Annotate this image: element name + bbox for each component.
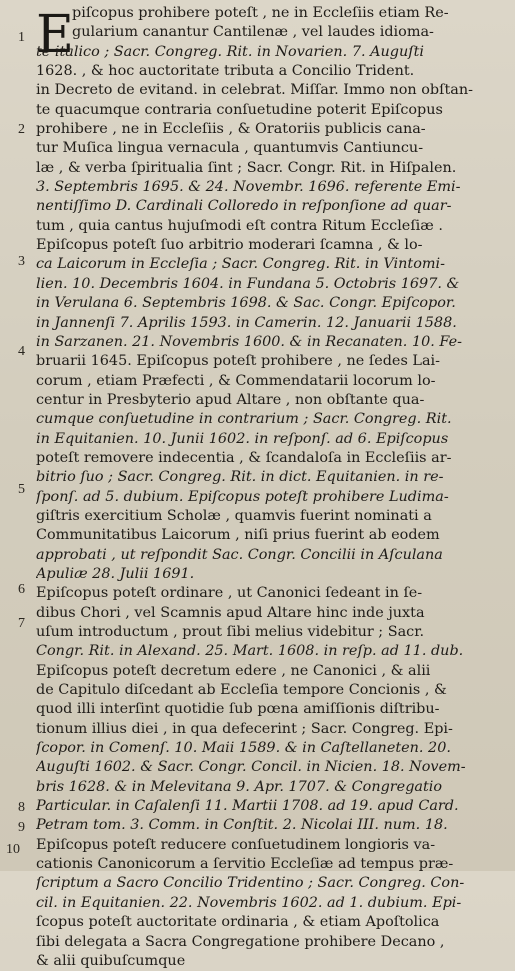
text-line: quod illi interſint quotidie ſub pœna amiſſionis diſtribu- (36, 701, 440, 718)
text-line: ſcopus poteſt auctoritate ordinaria , & etiam Apoſtolica (36, 914, 440, 931)
text-line: poteſt removere indecentia , & ſcandaloſa in Eccleſiis ar- (36, 449, 452, 466)
text-line: bitrio ſuo ; Sacr. Congreg. Rit. in dict. Equitanien. in re- (36, 469, 444, 486)
margin-number: 2 (18, 122, 25, 137)
text-line: giſtris exercitium Scholæ , quamvis fuerint nominati a (36, 507, 432, 524)
text-line: Communitatibus Laicorum , niſi prius fuerint ab eodem (36, 527, 440, 544)
text-line: bruarii 1645. Epiſcopus poteſt prohibere , ne ſedes Lai- (36, 353, 440, 370)
text-line: tum , quia cantus hujuſmodi eſt contra Ritum Eccleſiæ . (36, 217, 443, 234)
text-line: 1628. , & hoc auctoritate tributa a Concilio Trident. (36, 63, 415, 80)
margin-number: 4 (18, 344, 25, 359)
text-line: in Jannenſi 7. Aprilis 1593. in Camerin. 12. Januarii 1588. (36, 314, 457, 331)
text-line: Petram tom. 3. Comm. in Conſtit. 2. Nicolai III. num. 18. (36, 817, 448, 834)
margin-number: 1 (18, 30, 25, 45)
drop-cap: E (36, 5, 74, 65)
text-line: centur in Presbyterio apud Altare , non obſtante qua- (36, 391, 425, 408)
margin-numbers (0, 0, 36, 871)
text-line: piſcopus prohibere poteſt , ne in Eccleſiis etiam Re- (72, 5, 449, 21)
text-line: dibus Chori , vel Scamnis apud Altare hinc inde juxta (36, 604, 425, 621)
text-line: lien. 10. Decembris 1604. in Fundana 5. Octobris 1697. & (36, 275, 460, 292)
margin-number: 7 (18, 616, 25, 631)
margin-number: 5 (18, 482, 25, 497)
text-line: in Equitanien. 10. Junii 1602. in reſponſ. ad 6. Epiſcopus (36, 430, 449, 447)
text-line: bris 1628. & in Melevitana 9. Apr. 1707. & Congregatio (36, 778, 443, 795)
text-line: te italico ; Sacr. Congreg. Rit. in Novarien. 7. Auguſti (36, 43, 424, 60)
text-line: in Sarzanen. 21. Novembris 1600. & in Recanaten. 10. Fe- (36, 333, 462, 350)
text-line: cumque conſuetudine in contrarium ; Sacr. Congreg. Rit. (36, 411, 452, 428)
text-line: te quacumque contraria conſuetudine poterit Epiſcopus (36, 101, 443, 118)
text-line: ſibi delegata a Sacra Congregatione prohibere Decano , (36, 933, 445, 950)
text-line: nentiſſimo D. Cardinali Colloredo in reſponſione ad quar- (36, 198, 452, 215)
text-line: ſcriptum a Sacro Concilio Tridentino ; Sacr. Congreg. Con- (36, 875, 465, 892)
text-line: in Verulana 6. Septembris 1698. & Sac. Congr. Epiſcopor. (36, 295, 456, 312)
text-line: de Capitulo diſcedant ab Eccleſia tempore Concionis , & (36, 682, 447, 699)
text-line: Auguſti 1602. & Sacr. Congr. Concil. in Nicien. 18. Novem- (36, 759, 466, 776)
text-line: & alii quibuſcumque (36, 952, 186, 969)
text-line: tur Muſica lingua vernacula , quantumvis Cantiuncu- (36, 140, 424, 157)
text-line: Epiſcopus poteſt decretum edere , ne Canonici , & alii (36, 662, 431, 679)
text-line: ſcopor. in Comenſ. 10. Maii 1589. & in Caſtellaneten. 20. (36, 740, 451, 757)
text-line: cationis Canonicorum a ſervitio Eccleſiæ ad tempus præ- (36, 856, 454, 873)
margin-number: 8 (18, 800, 25, 815)
text-line: Particular. in Caſalenſi 11. Martii 1708. ad 19. apud Card. (36, 798, 459, 815)
text-line: gularium canantur Cantilenæ , vel laudes idioma- (72, 24, 434, 41)
text-line: tionum illius diei , in qua defecerint ; Sacr. Congreg. Epi- (36, 720, 453, 737)
text-line: corum , etiam Præfecti , & Commendatarii locorum lo- (36, 372, 436, 389)
text-line: in Decreto de evitand. in celebrat. Miſſar. Immo non obſtan- (36, 82, 473, 99)
text-line: Epiſcopus poteſt ſuo arbitrio moderari ſcamna , & lo- (36, 237, 423, 254)
text-line: 3. Septembris 1695. & 24. Novembr. 1696. referente Emi- (36, 179, 461, 196)
text-line: Apuliæ 28. Julii 1691. (36, 565, 195, 582)
text-line: Epiſcopus poteſt reducere conſuetudinem longioris va- (36, 836, 436, 853)
margin-number: 3 (18, 254, 25, 269)
text-line: ca Laicorum in Eccleſia ; Sacr. Congreg. Rit. in Vintomi- (36, 256, 445, 273)
text-line: prohibere , ne in Eccleſiis , & Oratoriis publicis cana- (36, 121, 426, 138)
text-line: approbati , ut reſpondit Sac. Congr. Concilii in Aſculana (36, 546, 443, 563)
margin-number: 6 (18, 582, 25, 597)
text-line: ſponſ. ad 5. dubium. Epiſcopus poteſt prohibere Ludima- (36, 488, 449, 505)
margin-number: 10 (6, 842, 20, 857)
page-text (36, 4, 504, 971)
text-line: læ , & verba ſpiritualia ſint ; Sacr. Congr. Rit. in Hiſpalen. (36, 159, 457, 176)
text-line: Epiſcopus poteſt ordinare , ut Canonici ſedeant in ſe- (36, 585, 423, 602)
margin-number: 9 (18, 820, 25, 835)
text-line: cil. in Equitanien. 22. Novembris 1602. ad 1. dubium. Epi- (36, 894, 462, 911)
text-line: Congr. Rit. in Alexand. 25. Mart. 1608. in reſp. ad 11. dub. (36, 643, 464, 660)
text-line: uſum introductum , prout ſibi melius videbitur ; Sacr. (36, 624, 425, 640)
